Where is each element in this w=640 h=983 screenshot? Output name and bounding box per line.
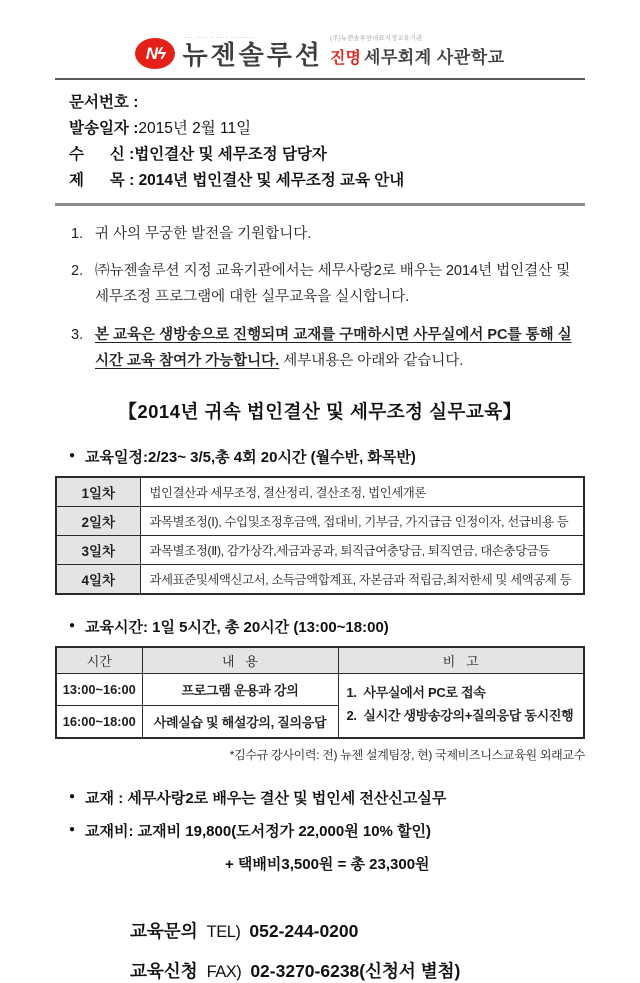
brand-block (182, 35, 323, 70)
table-row: 3일차 과목별조정(Ⅱ), 감가상각,세금과공과, 퇴직급여충당금, 퇴직연금, 대손충당금등 (56, 535, 584, 564)
fax-number: 02-3270-6238(신청서 별첨) (250, 960, 461, 981)
subject-divider (55, 203, 585, 206)
table-row: 13:00~16:00 프로그램 운용과 강의 1. 사무실에서 PC로 접속 2. 실시간 생방송강의+질의응답 동시진행 (56, 673, 584, 705)
notice-list (55, 221, 585, 373)
contact-tel-label: 교육문의 (130, 920, 198, 941)
bullet-icon: ● (69, 449, 76, 461)
fax-prefix: FAX) (206, 962, 242, 981)
schedule-table (55, 476, 585, 595)
company-logo (55, 34, 585, 69)
table-row: 2일차 과목별조정(Ⅰ), 수입및조정후금액, 접대비, 기부금, 가지급금 인정이자, 선급비용 등 (56, 506, 584, 535)
note-cell (338, 673, 584, 738)
document-meta (55, 90, 585, 194)
table-row: 16:00~18:00 사례실습 및 해설강의, 질의응답 (56, 705, 584, 738)
textbook-line: ● 교재 : 세무사랑2로 배우는 결산 및 법인세 전산신고실무 (69, 789, 447, 807)
notice-item-1: 1. 귀 사의 무궁한 발전을 기원합니다. (71, 226, 312, 243)
meta-doc-number: 문서번호 : (69, 94, 143, 112)
materials-section (55, 787, 585, 874)
col-time: 시간 (56, 647, 142, 674)
brand-secondary-block (330, 34, 505, 69)
brand-academy: 세무회계 사관학교 (363, 48, 505, 68)
col-note: 비 고 (338, 647, 584, 674)
hours-table (55, 646, 585, 739)
certification-text: (주)뉴젠솔루션대표지정교육기관 (330, 35, 423, 42)
tel-prefix: TEL) (206, 922, 241, 941)
price-line-1: ● 교재비: 교재비 19,800(도서정가 22,000원 10% 할인) (69, 822, 432, 840)
brand-jinmyeong: 진명 (330, 50, 361, 68)
contact-fax-line (130, 958, 585, 983)
hours-heading: ● 교육시간: 1일 5시간, 총 20시간 (13:00~18:00) (69, 618, 389, 636)
contact-section (130, 918, 585, 983)
notice-item-2: 2. ㈜뉴젠솔루션 지정 교육기관에서는 세무사랑2로 배우는 2014년 법인결산 및 세무조정 프로그램에 대한 실무교육을 실시합니다. (71, 263, 571, 306)
col-content: 내 용 (142, 647, 338, 674)
page-title: 【2014년 귀속 법인결산 및 세무조정 실무교육】 (118, 400, 522, 422)
note-line-2: 2. 실시간 생방송강의+질의응답 동시진행 (346, 708, 574, 724)
brand-name: 뉴젠솔루션 (182, 39, 324, 70)
contact-tel-line (130, 918, 585, 943)
bullet-icon: ● (69, 790, 76, 802)
meta-subject: 제 목 : 2014년 법인결산 및 세무조정 교육 안내 (69, 172, 405, 190)
contact-fax-label: 교육신청 (130, 960, 198, 981)
notice-item-3: 3. 본 교육은 생방송으로 진행되며 교재를 구매하시면 사무실에서 PC를 통해 실시간 교육 참여가 가능합니다. 세부내용은 아래와 같습니다. (71, 326, 572, 369)
table-row: 1일차 법인결산과 세무조정, 결산정리, 결산조정, 법인세개론 (56, 477, 584, 507)
table-row: 4일차 과세표준및세액신고서, 소득금액합계표, 자본금과 적립금,최저한세 및 세액공제 등 (56, 564, 584, 594)
table-header-row (56, 647, 584, 674)
schedule-heading: ● 교육일정:2/23~ 3/5,총 4회 20시간 (월수반, 화목반) (69, 448, 416, 466)
meta-recipient: 수 신 : 법인결산 및 세무조정 담당자 (69, 146, 327, 164)
bullet-icon: ● (69, 619, 76, 631)
notice-bold-underline: 본 교육은 생방송으로 진행되며 교재를 구매하시면 사무실에서 PC를 통해 실시간 교육 참여가 가능합니다. (95, 326, 572, 369)
header-divider (55, 78, 585, 80)
bullet-icon: ● (69, 823, 76, 835)
brand-tagline: ··· ···· · ···· ········ (184, 34, 256, 41)
instructor-footnote: *김수규 강사이력: 전) 뉴젠 설계팀장, 현) 국제비즈니스교육원 외래교수 (229, 747, 585, 762)
tel-number: 052-244-0200 (249, 920, 359, 941)
note-line-1: 1. 사무실에서 PC로 접속 (346, 685, 486, 701)
price-line-2: + 택배비3,500원 = 총 23,300원 (225, 855, 430, 873)
meta-send-date: 발송일자 : 2015년 2월 11일 (69, 120, 252, 138)
logo-lightning-icon: Nϟ (135, 38, 175, 69)
